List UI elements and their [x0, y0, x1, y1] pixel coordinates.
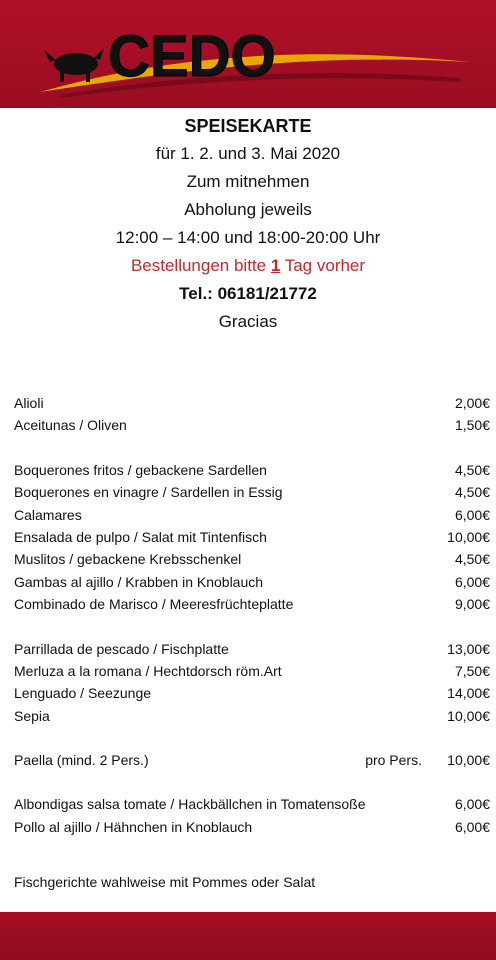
- item-price: 10,00€: [447, 707, 490, 724]
- menu-item: [14, 638, 490, 660]
- takeaway-line: Zum mitnehmen: [186, 172, 310, 191]
- thanks-line: Gracias: [218, 312, 278, 331]
- spacer: [14, 771, 490, 793]
- menu-item: [14, 593, 490, 615]
- item-name: Paella (mind. 2 Pers.): [14, 752, 149, 769]
- item-name: Aceitunas / Oliven: [14, 417, 127, 434]
- header-band: [0, 0, 496, 108]
- item-name: Ensalada de pulpo / Salat mit Tintenfisch: [14, 528, 267, 545]
- item-price: 6,00€: [454, 573, 490, 590]
- footer-band: [0, 912, 496, 960]
- item-name: Boquerones fritos / gebackene Sardellen: [14, 461, 267, 478]
- menu-list: [14, 392, 490, 838]
- footer-note: Fischgerichte wahlweise mit Pommes oder Salat: [14, 874, 316, 890]
- item-price: 4,50€: [454, 461, 490, 478]
- page-title: SPEISEKARTE: [184, 116, 312, 136]
- spacer: [14, 437, 490, 459]
- item-name: Albondigas salsa tomate / Hackbällchen in Tomatensoße: [14, 796, 366, 813]
- order-notice-num: 1: [270, 256, 281, 275]
- item-name: Lenguado / Seezunge: [14, 685, 152, 702]
- item-price: 10,00€: [447, 752, 490, 769]
- date-line: für 1. 2. und 3. Mai 2020: [155, 144, 341, 163]
- item-price: 14,00€: [447, 685, 490, 702]
- item-price: 1,50€: [454, 417, 490, 434]
- phone-line: Tel.: 06181/21772: [179, 284, 317, 303]
- item-name: Combinado de Marisco / Meeresfrüchteplatte: [14, 596, 294, 613]
- menu-item: [14, 816, 490, 838]
- item-price: 2,00€: [454, 395, 490, 411]
- item-price: 10,00€: [447, 528, 490, 545]
- item-name: Calamares: [14, 506, 82, 523]
- hours-line: 12:00 – 14:00 und 18:00-20:00 Uhr: [115, 228, 381, 247]
- menu-item: [14, 793, 490, 815]
- menu-item: [14, 526, 490, 548]
- menu-item: [14, 705, 490, 727]
- menu-item: [14, 392, 490, 414]
- menu-item-paella: [14, 749, 490, 771]
- cedo-logo: [0, 0, 496, 108]
- item-price: 6,00€: [454, 506, 490, 523]
- menu-item: [14, 414, 490, 436]
- spacer: [14, 727, 490, 749]
- item-name: Alioli: [14, 395, 44, 411]
- order-notice: [0, 252, 496, 280]
- item-price: 4,50€: [454, 551, 490, 568]
- item-name: Merluza a la romana / Hechtdorsch röm.Art: [14, 662, 282, 679]
- bull-icon: [44, 48, 104, 82]
- item-unit: pro Pers.: [365, 752, 422, 769]
- item-name: Sepia: [14, 707, 50, 724]
- item-price: 13,00€: [447, 640, 490, 657]
- pickup-line: Abholung jeweils: [184, 200, 312, 219]
- menu-item: [14, 682, 490, 704]
- item-name: Muslitos / gebackene Krebsschenkel: [14, 551, 242, 568]
- item-price: 7,50€: [454, 662, 490, 679]
- item-price: 6,00€: [454, 796, 490, 813]
- menu-header: [0, 112, 496, 336]
- menu-item: [14, 548, 490, 570]
- item-price: 4,50€: [454, 484, 490, 501]
- item-name: Boquerones en vinagre / Sardellen in Essig: [14, 484, 283, 501]
- order-notice-post: Tag vorher: [280, 256, 366, 275]
- menu-item: [14, 571, 490, 593]
- order-notice-pre: Bestellungen bitte: [130, 256, 271, 275]
- menu-item: [14, 504, 490, 526]
- item-price: 9,00€: [454, 596, 490, 613]
- menu-item: [14, 660, 490, 682]
- item-price: 6,00€: [454, 818, 490, 835]
- menu-item: [14, 481, 490, 503]
- logo-text: CEDO: [108, 24, 276, 89]
- menu-item: [14, 459, 490, 481]
- item-name: Gambas al ajillo / Krabben in Knoblauch: [14, 573, 264, 590]
- spacer: [14, 616, 490, 638]
- item-name: Parrillada de pescado / Fischplatte: [14, 640, 229, 657]
- item-name: Pollo al ajillo / Hähnchen in Knoblauch: [14, 818, 253, 835]
